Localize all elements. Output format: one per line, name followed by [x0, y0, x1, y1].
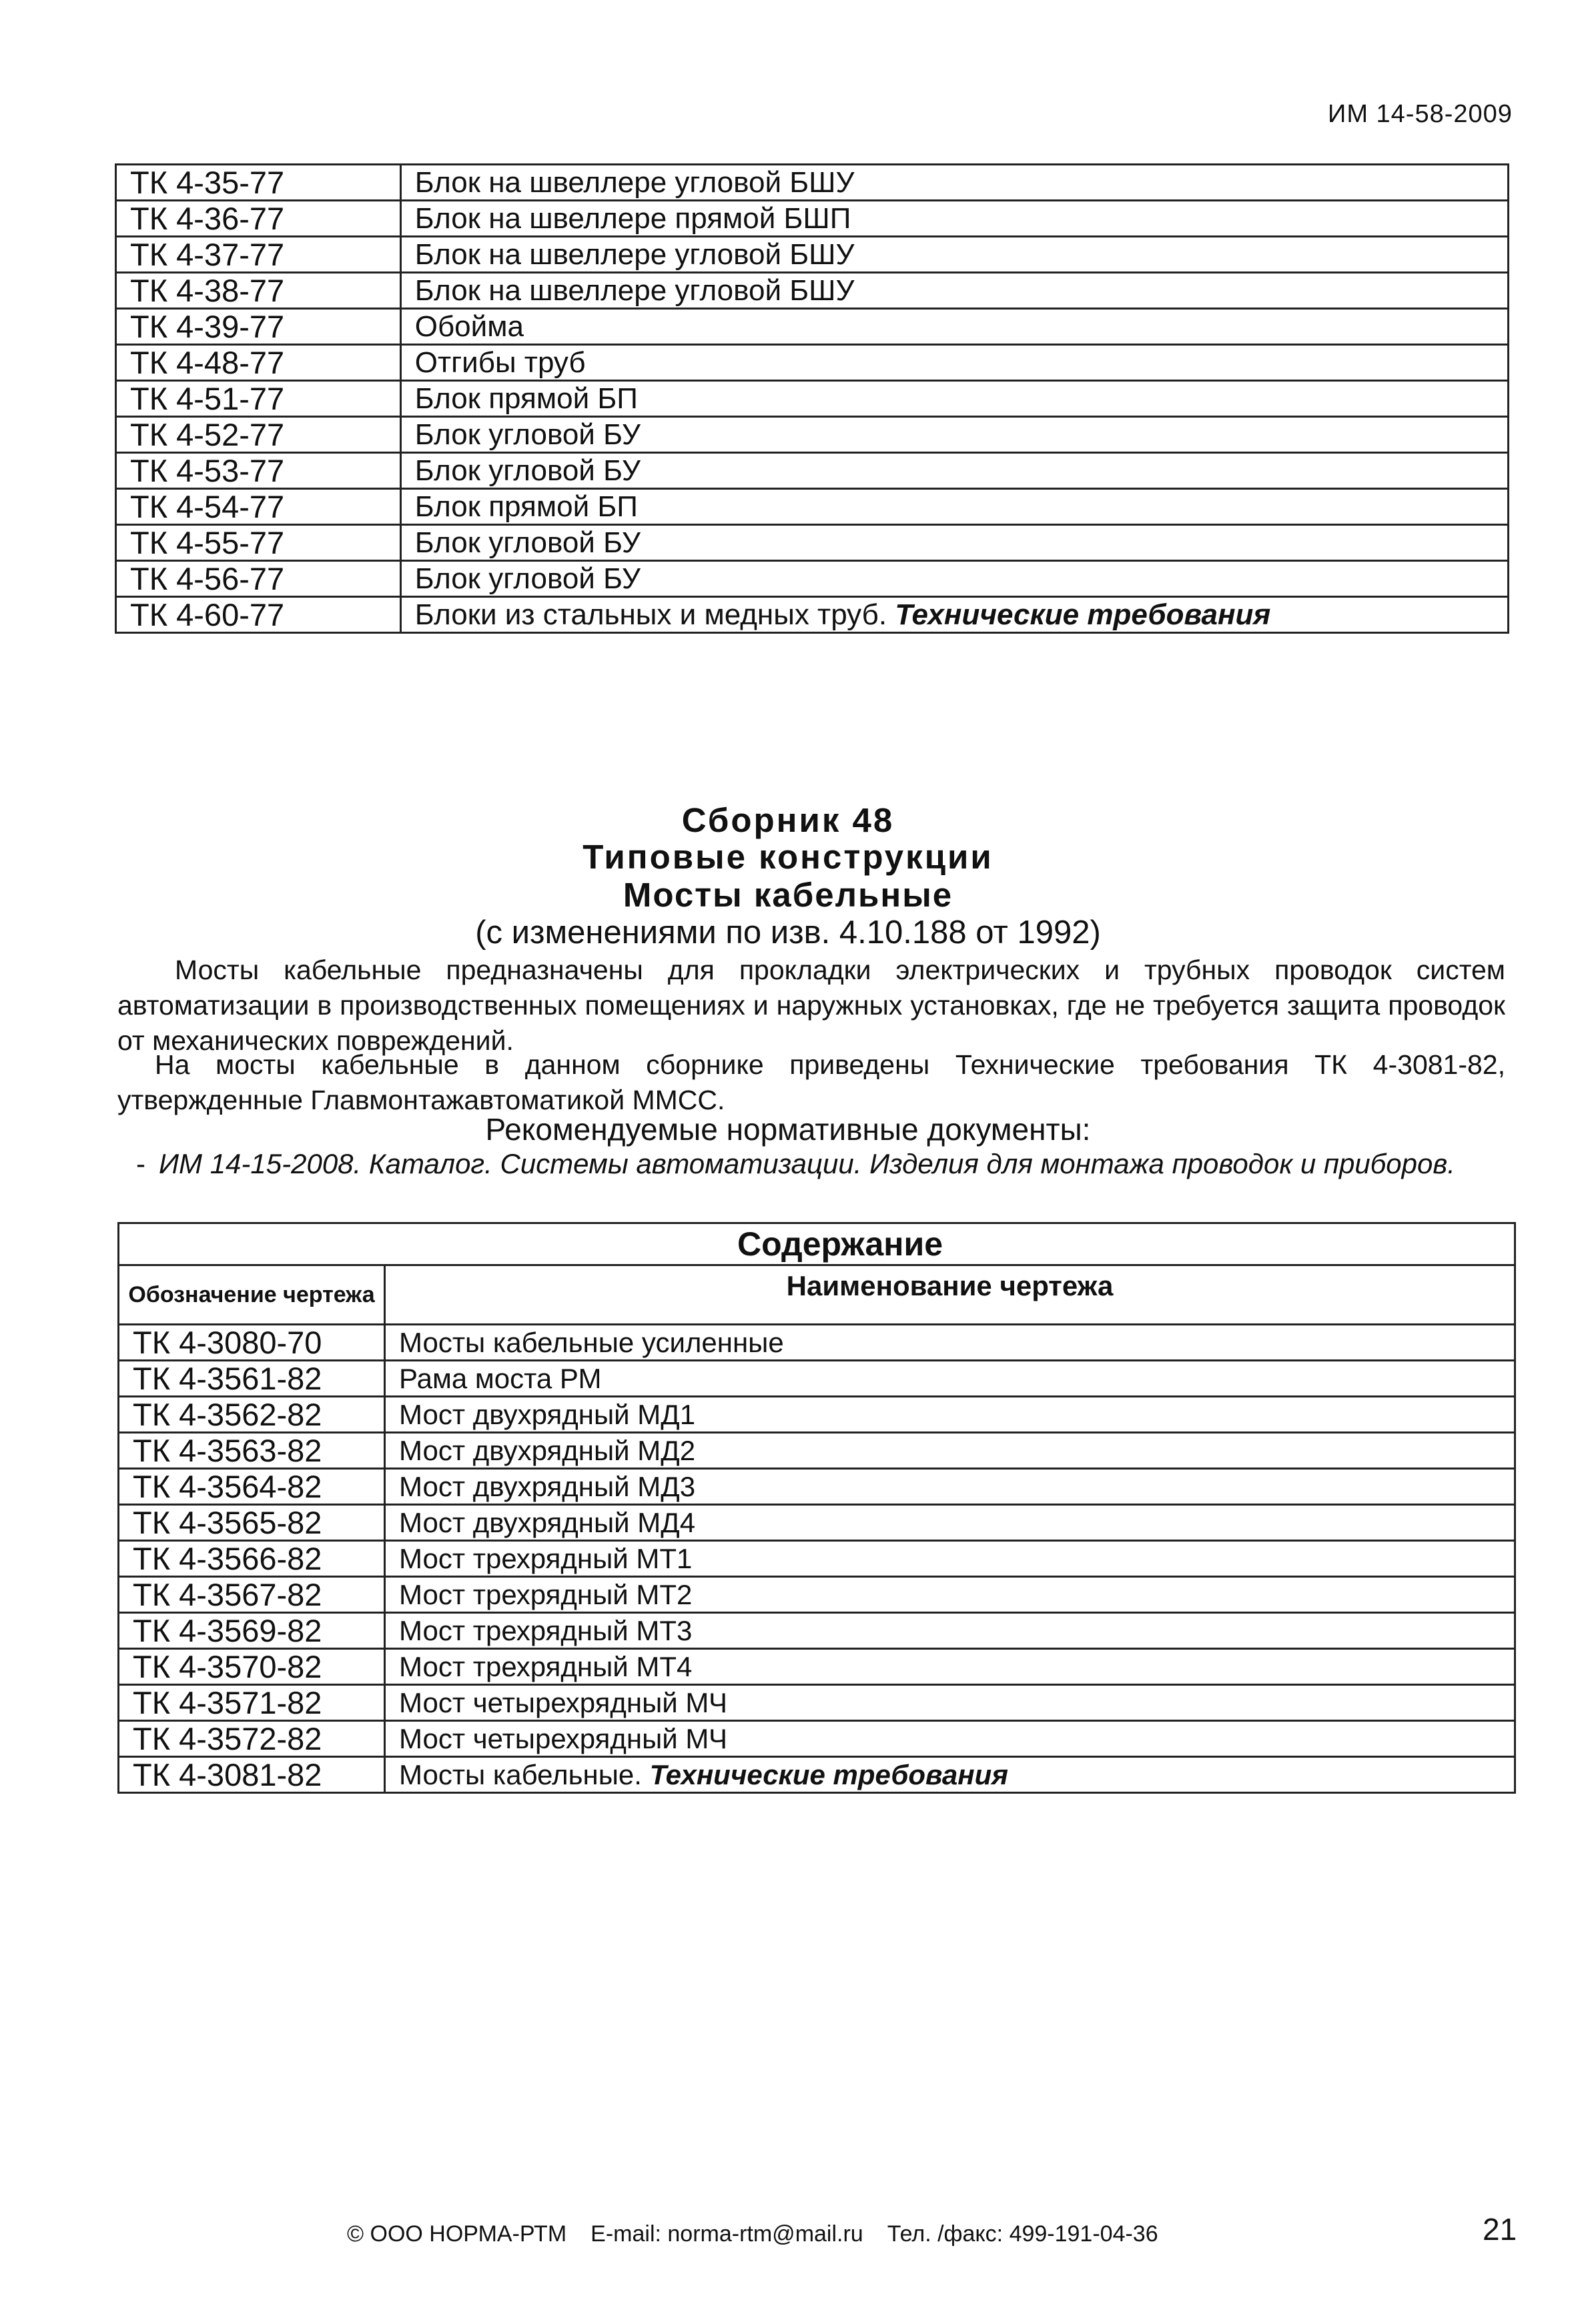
- drawing-name-text: Мост трехрядный МТ2: [399, 1578, 693, 1610]
- footer: [347, 2221, 1182, 2247]
- drawing-code: ТК 4-52-77: [116, 417, 401, 453]
- drawing-code: ТК 4-3562-82: [119, 1397, 385, 1433]
- recommended-doc-item: [117, 1146, 1505, 1181]
- drawing-code: ТК 4-39-77: [116, 309, 401, 345]
- drawing-code: ТК 4-3563-82: [119, 1433, 385, 1469]
- drawing-code: ТК 4-3566-82: [119, 1541, 385, 1577]
- document-code: ИМ 14-58-2009: [1328, 100, 1513, 128]
- drawing-name-text: Мост двухрядный МД1: [399, 1398, 696, 1430]
- drawing-name: [400, 345, 1508, 381]
- collection-subtitle-1: Типовые конструкции: [582, 838, 994, 876]
- drawing-name: [385, 1397, 1515, 1433]
- drawing-code: ТК 4-3570-82: [119, 1649, 385, 1685]
- requirements-paragraph: На мосты кабельные в данном сборнике приведены Технические требования ТК 4-3081-82, утвержденные Главмонтажавтоматикой ММСС.: [117, 1049, 1505, 1115]
- table-row: [119, 1649, 1515, 1685]
- drawing-code: ТК 4-3080-70: [119, 1325, 385, 1361]
- table-row: [119, 1433, 1515, 1469]
- drawing-code: ТК 4-3561-82: [119, 1361, 385, 1397]
- drawing-name: [385, 1649, 1515, 1685]
- drawing-name-text: Блок угловой БУ: [414, 418, 641, 451]
- drawing-name-text: Мосты кабельные.: [399, 1758, 642, 1790]
- drawing-name: [400, 201, 1508, 237]
- table-row: [116, 597, 1509, 633]
- footer-email: E-mail: norma-rtm@mail.ru: [590, 2221, 863, 2247]
- drawing-code: ТК 4-3564-82: [119, 1469, 385, 1505]
- table-row: [119, 1757, 1515, 1793]
- drawing-name: [385, 1505, 1515, 1541]
- drawing-name-text: Мост двухрядный МД2: [399, 1434, 696, 1466]
- drawing-code: ТК 4-3572-82: [119, 1721, 385, 1757]
- drawing-code: ТК 4-51-77: [116, 381, 401, 417]
- drawing-name-text: Блок угловой БУ: [414, 526, 641, 559]
- drawing-name: [400, 165, 1508, 201]
- drawing-name: [400, 597, 1508, 633]
- drawing-name-text: Мост трехрядный МТ1: [399, 1542, 693, 1574]
- table-row: [119, 1685, 1515, 1721]
- table-row: [119, 1361, 1515, 1397]
- drawing-name-emphasis: Технические требования: [895, 598, 1271, 631]
- drawing-code: ТК 4-37-77: [116, 237, 401, 273]
- drawing-name-text: Блок угловой БУ: [414, 454, 641, 487]
- drawing-name-text: Мосты кабельные усиленные: [399, 1326, 784, 1358]
- contents-table: [117, 1222, 1516, 1794]
- drawing-name: [400, 453, 1508, 489]
- drawing-name-text: Блок угловой БУ: [414, 562, 641, 595]
- drawing-name-text: Блоки из стальных и медных труб.: [414, 598, 887, 631]
- drawing-name: [385, 1541, 1515, 1577]
- recommended-docs-heading: Рекомендуемые нормативные документы:: [485, 1112, 1091, 1147]
- drawing-code: ТК 4-3567-82: [119, 1577, 385, 1613]
- column-header-drawing-name: Наименование чертежа: [385, 1265, 1515, 1325]
- drawing-name-text: Мост трехрядный МТ4: [399, 1650, 693, 1682]
- drawing-name-text: Блок на швеллере угловой БШУ: [414, 165, 855, 199]
- drawing-name-text: Отгибы труб: [414, 346, 586, 379]
- drawing-name: [385, 1361, 1515, 1397]
- table-row: [116, 489, 1509, 525]
- drawing-name: [385, 1325, 1515, 1361]
- table-row: [116, 417, 1509, 453]
- table-row: [119, 1541, 1515, 1577]
- drawing-code: ТК 4-56-77: [116, 561, 401, 597]
- drawing-name: [385, 1613, 1515, 1649]
- drawing-name: [400, 381, 1508, 417]
- table-row: [116, 237, 1509, 273]
- collection-revision-note: (с изменениями по изв. 4.10.188 от 1992): [475, 915, 1101, 951]
- drawing-name-text: Мост двухрядный МД3: [399, 1470, 696, 1502]
- drawing-name-text: Блок прямой БП: [414, 490, 638, 523]
- list-dash: -: [136, 1148, 145, 1179]
- table-row: [119, 1505, 1515, 1541]
- drawing-name: [400, 525, 1508, 561]
- drawing-code: ТК 4-55-77: [116, 525, 401, 561]
- drawing-name-text: Рама моста РМ: [399, 1362, 602, 1394]
- drawing-code: ТК 4-53-77: [116, 453, 401, 489]
- drawing-name: [385, 1469, 1515, 1505]
- table-row: [116, 309, 1509, 345]
- table-row: [116, 381, 1509, 417]
- contents-caption: Содержание: [119, 1223, 1515, 1265]
- table-row: [116, 201, 1509, 237]
- drawing-name: [385, 1721, 1515, 1757]
- drawing-name-text: Блок прямой БП: [414, 382, 638, 415]
- table-row: [116, 273, 1509, 309]
- drawing-name-text: Блок на швеллере угловой БШУ: [414, 237, 855, 271]
- drawing-name: [400, 273, 1508, 309]
- drawings-table-continued: [115, 163, 1509, 634]
- drawing-name-text: Мост трехрядный МТ3: [399, 1614, 693, 1646]
- page-number: 21: [1483, 2212, 1517, 2247]
- drawing-name: [385, 1685, 1515, 1721]
- drawing-name: [385, 1757, 1515, 1793]
- footer-company: © ООО НОРМА-РТМ: [347, 2221, 567, 2247]
- drawing-name-text: Мост четырехрядный МЧ: [399, 1686, 727, 1718]
- drawing-code: ТК 4-38-77: [116, 273, 401, 309]
- column-header-designation: Обозначение чертежа: [119, 1265, 385, 1325]
- drawing-name: [400, 489, 1508, 525]
- drawing-code: ТК 4-3569-82: [119, 1613, 385, 1649]
- drawing-name-text: Мост четырехрядный МЧ: [399, 1722, 727, 1754]
- collection-title: Сборник 48: [681, 801, 895, 839]
- drawing-code: ТК 4-35-77: [116, 165, 401, 201]
- drawing-name: [385, 1433, 1515, 1469]
- drawing-name: [385, 1577, 1515, 1613]
- collection-subtitle-2: Мосты кабельные: [623, 876, 953, 914]
- footer-phone: Тел. /факс: 499-191-04-36: [887, 2221, 1158, 2247]
- table-row: [119, 1721, 1515, 1757]
- drawing-code: ТК 4-60-77: [116, 597, 401, 633]
- drawing-code: ТК 4-36-77: [116, 201, 401, 237]
- drawing-name: [400, 561, 1508, 597]
- recommended-doc-text: ИМ 14-15-2008. Каталог. Системы автоматизации. Изделия для монтажа проводок и приборов.: [159, 1148, 1455, 1179]
- drawing-name: [400, 237, 1508, 273]
- table-row: [116, 525, 1509, 561]
- drawing-name-text: Мост двухрядный МД4: [399, 1506, 696, 1538]
- drawing-name: [400, 309, 1508, 345]
- drawing-code: ТК 4-48-77: [116, 345, 401, 381]
- drawing-name: [400, 417, 1508, 453]
- table-row: [119, 1469, 1515, 1505]
- table-row: [119, 1397, 1515, 1433]
- drawing-name-text: Обойма: [414, 310, 524, 343]
- drawing-code: ТК 4-3571-82: [119, 1685, 385, 1721]
- table-row: [119, 1325, 1515, 1361]
- drawing-name-emphasis: Технические требования: [649, 1758, 1008, 1790]
- drawing-code: ТК 4-3081-82: [119, 1757, 385, 1793]
- table-row: [116, 561, 1509, 597]
- table-row: [116, 165, 1509, 201]
- table-row: [119, 1577, 1515, 1613]
- drawing-name-text: Блок на швеллере прямой БШП: [414, 201, 851, 235]
- description-paragraph: Мосты кабельные предназначены для прокладки электрических и трубных проводок систем автоматизации в производственных помещениях и наружных установках, где не требуется защита проводок от механических повреждений.: [117, 955, 1505, 1056]
- drawing-code: ТК 4-3565-82: [119, 1505, 385, 1541]
- table-row: [119, 1613, 1515, 1649]
- drawing-name-text: Блок на швеллере угловой БШУ: [414, 273, 855, 307]
- table-row: [116, 453, 1509, 489]
- drawing-code: ТК 4-54-77: [116, 489, 401, 525]
- table-row: [116, 345, 1509, 381]
